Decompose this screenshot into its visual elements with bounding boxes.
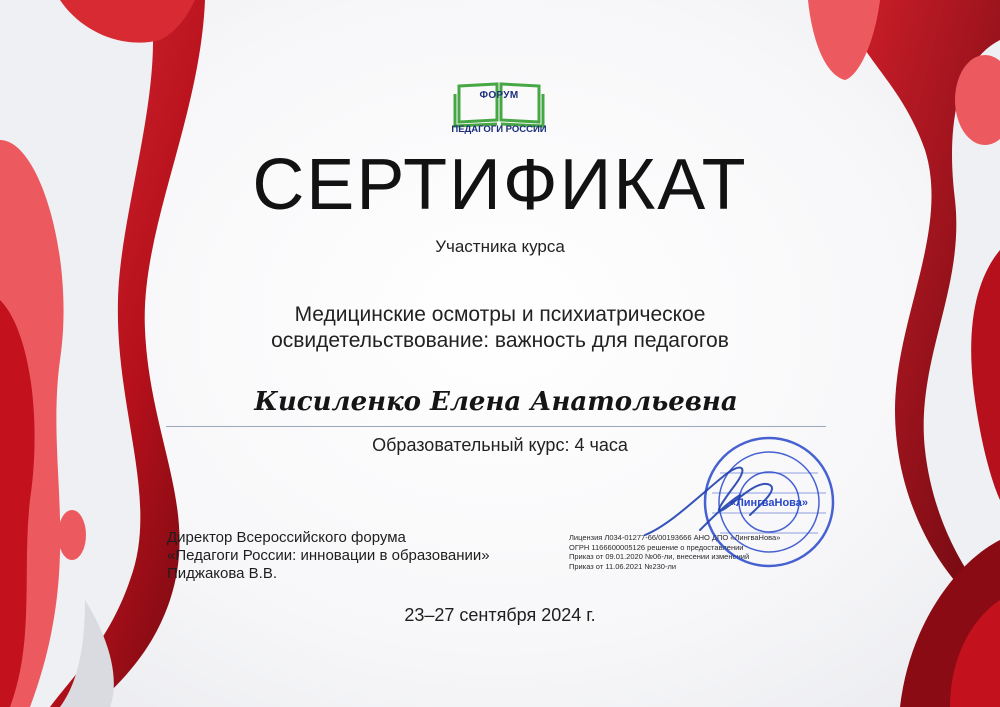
stamp-center-text: «ЛингваНова» bbox=[729, 497, 809, 509]
signature bbox=[640, 445, 790, 555]
logo-bottom-text: ПЕДАГОГИ РОССИИ bbox=[451, 124, 547, 135]
right-top-blob bbox=[808, 0, 880, 80]
course-dates: 23–27 сентября 2024 г. bbox=[404, 605, 596, 625]
logo-top-text: ФОРУМ bbox=[479, 90, 519, 101]
license-line: Лицензия Л034-01277-66/00193666 АНО ДПО «ЛингваНова» bbox=[569, 533, 781, 542]
license-line: ОГРН 1166600005126 решение о предоставлении bbox=[569, 542, 744, 552]
open-book-icon bbox=[447, 80, 551, 128]
license-line: Приказ от 11.06.2021 №230-ли bbox=[569, 561, 677, 571]
director-forum: «Педагоги России: инновации в образовании» bbox=[167, 547, 490, 564]
course-title-line2: освидетельствование: важность для педагогов bbox=[271, 329, 729, 352]
course-title bbox=[0, 302, 1000, 354]
certificate-subtitle: Участника курса bbox=[435, 237, 565, 256]
recipient-name: Кисиленко Елена Анатольевна bbox=[254, 387, 738, 417]
director-title: Директор Всероссийского форума bbox=[167, 529, 406, 546]
course-hours: Образовательный курс: 4 часа bbox=[372, 435, 628, 455]
certificate-title: СЕРТИФИКАТ bbox=[252, 145, 748, 225]
director-name: Пиджакова В.В. bbox=[167, 565, 278, 582]
forum-logo bbox=[447, 80, 551, 138]
left-coral-blob bbox=[58, 510, 86, 560]
license-line: Приказ от 09.01.2020 №06-ли, внесении изменений bbox=[569, 552, 750, 561]
name-underline bbox=[166, 426, 826, 427]
course-title-line1: Медицинские осмотры и психиатрическое bbox=[294, 303, 706, 326]
director-block bbox=[167, 529, 490, 583]
